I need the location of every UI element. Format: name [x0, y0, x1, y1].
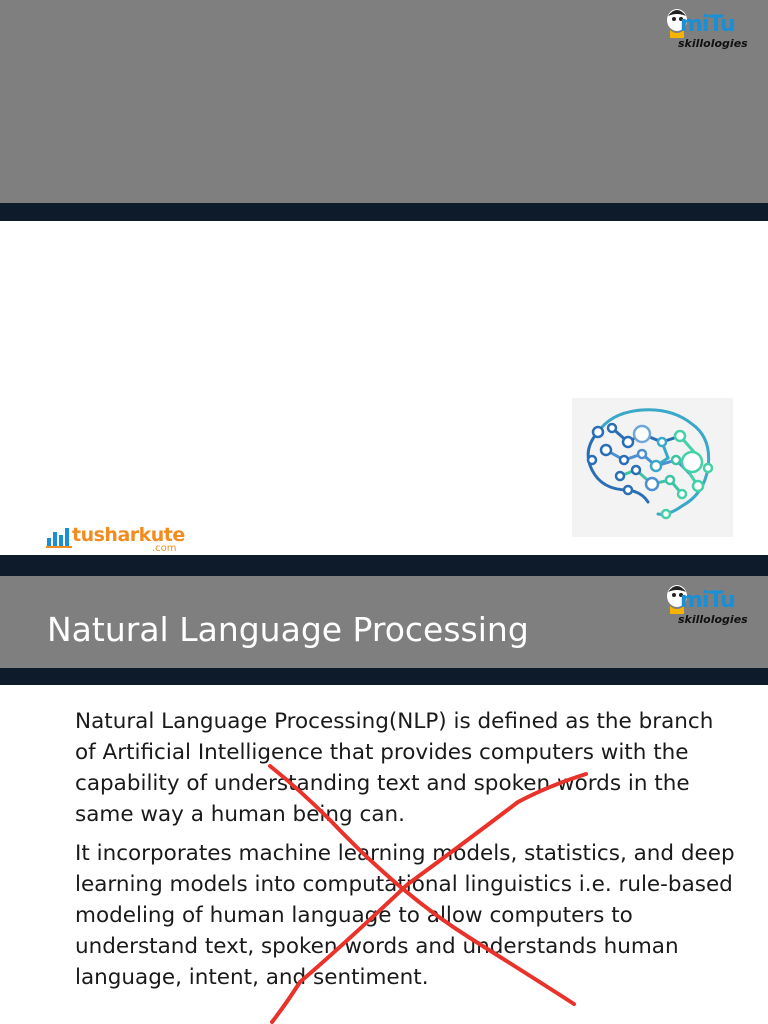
header-stripe: [0, 668, 768, 685]
slide-title: Natural Language Processing: [47, 610, 529, 649]
mitu-wordmark: miTu: [680, 12, 735, 37]
paragraph-definition: Natural Language Processing(NLP) is defined as the branch of Artificial Intelligence that provides computers with the capability of understanding text and spoken words in the same way a human being can.: [75, 709, 714, 827]
mitu-skillologies-logo: [664, 582, 760, 634]
header-band: [0, 0, 768, 203]
slide-content: [0, 576, 768, 1024]
brain-network-icon: [572, 398, 733, 537]
bar-chart-icon: [46, 526, 72, 548]
mitu-wordmark: miTu: [680, 588, 735, 613]
tusharkute-domain-suffix: .com: [152, 543, 177, 554]
slide-separator: [0, 555, 768, 576]
paragraph-description: It incorporates machine learning models, statistics, and deep learning models into computational linguistics i.e. rule-based modeling of human language to allow computers to understand text, spoken words and understands human language, intent, and sentiment.: [75, 841, 735, 990]
tusharkute-logo: [46, 524, 186, 554]
tusharkute-wordmark: tusharkute: [72, 524, 185, 546]
mitu-skillologies-logo: [664, 6, 760, 58]
brain-network-image: [572, 398, 733, 537]
header-stripe: [0, 203, 768, 221]
mitu-tagline: skillologies: [678, 37, 748, 50]
mitu-tagline: skillologies: [678, 613, 748, 626]
